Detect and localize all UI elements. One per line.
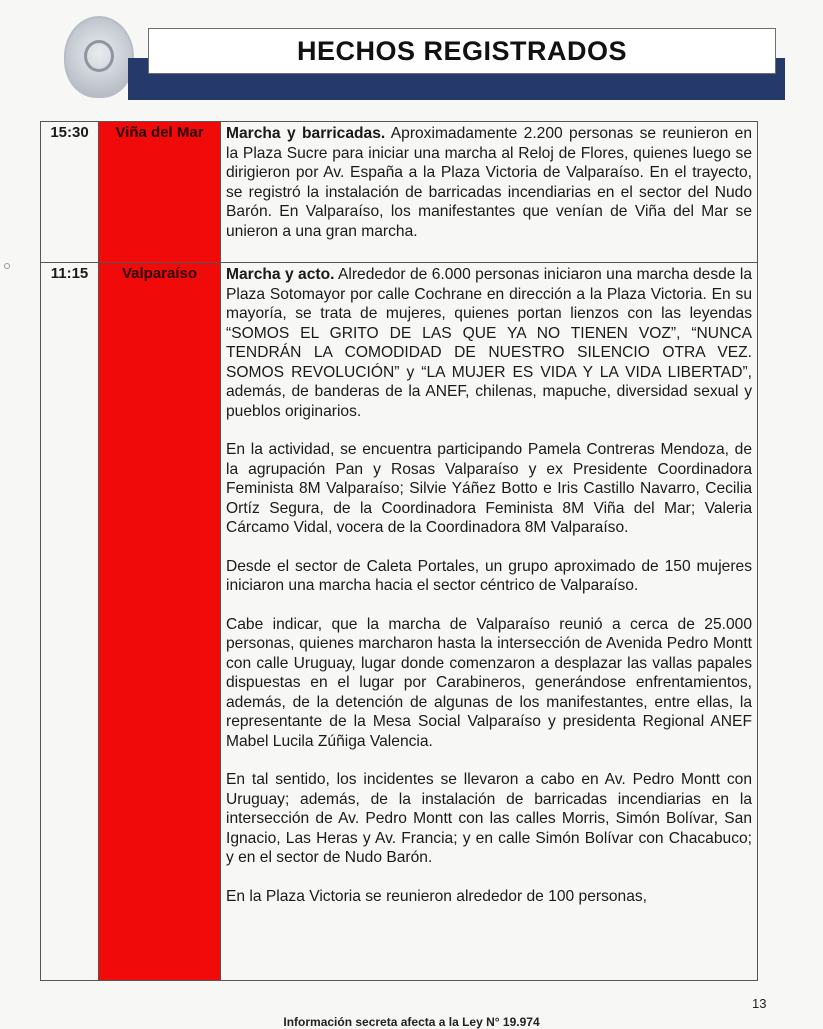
- event-location: Viña del Mar: [99, 122, 221, 263]
- classification-notice: Información secreta afecta a la Ley N° 19.974: [283, 1015, 540, 1029]
- paragraph-text: Cabe indicar, que la marcha de Valparaíso reunió a cerca de 25.000 personas, quienes marcharon hasta la intersección de Avenida Pedro Montt con calle Uruguay, lugar donde comenzaron a desplazar las vallas papales dispuestas en el lugar por Carabineros, generándose enfrentamientos, además, de la detención de algunas de los manifestantes, entre ellas, la representante de la Mesa Social Valparaíso y presidenta Regional ANEF Mabel Lucila Zúñiga Valencia.: [226, 615, 752, 750]
- paragraph-text: En tal sentido, los incidentes se llevaron a cabo en Av. Pedro Montt con Uruguay; además, de la instalación de barricadas incendiarias en la intersección de Av. Pedro Montt con las calles Morris, Simón Bolívar, San Ignacio, Las Heras y Av. Francia; y en calle Simón Bolívar con Chacabuco; y en el sector de Nudo Barón.: [226, 771, 752, 866]
- table-row: [41, 263, 758, 981]
- paragraph-text: Alrededor de 6.000 personas iniciaron una marcha desde la Plaza Sotomayor por calle Cochrane en dirección a la Plaza Victoria. En su mayoría, se trata de mujeres, quienes portan lienzos con las leyendas “SOMOS EL GRITO DE LAS QUE YA NO TIENEN VOZ”, “NUNCA TENDRÁN LA COMODIDAD DE NUESTRO SILENCIO OTRA VEZ. SOMOS REVOLUCIÓN” y “LA MUJER ES VIDA Y LA VIDA LIBERTAD”, además, de banderas de la ANEF, chilenas, mapuche, diversidad sexual y pueblos originarios.: [226, 266, 752, 420]
- event-time: 15:30: [41, 122, 99, 263]
- description-paragraph: [226, 615, 752, 752]
- description-paragraph: [226, 887, 752, 907]
- page-number: 13: [752, 996, 767, 1011]
- margin-marker-icon: [4, 263, 10, 269]
- paragraph-text: En la Plaza Victoria se reunieron alrededor de 100 personas,: [226, 887, 648, 905]
- description-paragraph: [226, 265, 752, 421]
- table-row: [41, 122, 758, 263]
- event-location: Valparaíso: [99, 263, 221, 981]
- event-time: 11:15: [41, 263, 99, 981]
- paragraph-text: En la actividad, se encuentra participando Pamela Contreras Mendoza, de la agrupación Pan y Rosas Valparaíso y ex Presidente Coordinadora Feminista 8M Valparaíso; Silvie Yáñez Botto e Iris Castillo Navarro, Cecilia Ortíz Segura, de la Coordinadora Feminista 8M Viña del Mar; Valeria Cárcamo Vidal, vocera de la Coordinadora 8M Valparaíso.: [226, 441, 752, 536]
- description-paragraph: [226, 440, 752, 538]
- event-description: [221, 263, 758, 981]
- institution-seal: [64, 16, 134, 98]
- paragraph-text: Desde el sector de Caleta Portales, un grupo aproximado de 150 mujeres iniciaron una marcha hacia el sector céntrico de Valparaíso.: [226, 557, 752, 594]
- event-headline: Marcha y barricadas.: [226, 125, 386, 142]
- page-title: HECHOS REGISTRADOS: [148, 28, 776, 74]
- description-paragraph: [226, 557, 752, 596]
- events-table: [40, 121, 758, 981]
- description-paragraph: [226, 770, 752, 868]
- event-description: [221, 122, 758, 263]
- paragraph-text: Aproximadamente 2.200 personas se reunieron en la Plaza Sucre para iniciar una marcha al Reloj de Flores, quienes luego se dirigieron por Av. España a la Plaza Victoria de Valparaíso. En el trayecto, se registró la instalación de barricadas incendiarias en el sector del Nudo Barón. En Valparaíso, los manifestantes que venían de Viña del Mar se unieron a una gran marcha.: [226, 125, 752, 240]
- event-headline: Marcha y acto.: [226, 266, 335, 283]
- description-paragraph: [226, 124, 752, 241]
